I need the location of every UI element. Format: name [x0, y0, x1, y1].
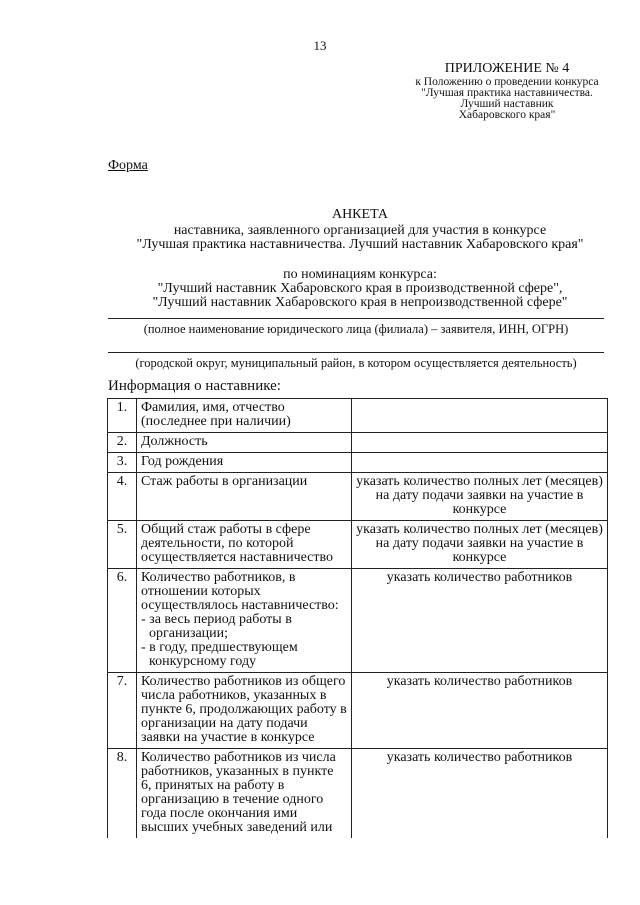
row-label: Общий стаж работы в сфере деятельности, по которой осуществляется наставничество	[137, 521, 352, 569]
nominations-line: по номинациям конкурса:	[283, 267, 437, 282]
row-value[interactable]: указать количество работников	[352, 569, 608, 673]
row-number: 8.	[108, 749, 137, 839]
row-value[interactable]	[352, 433, 608, 453]
sub-items	[141, 613, 347, 669]
appendix-block	[402, 60, 612, 121]
org-name-line[interactable]	[108, 318, 604, 319]
subtitle-line: "Лучшая практика наставничества. Лучший наставник Хабаровского края"	[136, 237, 584, 252]
nominations	[100, 268, 620, 310]
row-label: Должность	[137, 433, 352, 453]
table-row	[108, 453, 608, 473]
row-value[interactable]	[352, 453, 608, 473]
row-value[interactable]: указать количество работников	[352, 749, 608, 839]
org-name-caption: (полное наименование юридического лица (филиала) – заявителя, ИНН, ОГРН)	[143, 322, 569, 336]
appendix-line: "Лучшая практика наставничества.	[421, 87, 593, 99]
mentor-info-table	[107, 398, 608, 838]
nominations-line: "Лучший наставник Хабаровского края в непроизводственной сфере"	[152, 295, 568, 310]
table-row	[108, 569, 608, 673]
row-number: 1.	[108, 399, 137, 433]
row-value[interactable]: указать количество полных лет (месяцев) на дату подачи заявки на участие в конкурсе	[352, 473, 608, 521]
table-row	[108, 749, 608, 839]
row-label-group	[137, 569, 352, 673]
row-label: Количество работников из общего числа работников, указанных в пункте 6, продолжающих работу в организации на дату подачи заявки на участие в конкурсе	[137, 673, 352, 749]
appendix-line: Лучший наставник	[460, 98, 554, 110]
row-value[interactable]	[352, 399, 608, 433]
row-number: 6.	[108, 569, 137, 673]
table-row	[108, 473, 608, 521]
sub-item: - в году, предшествующем конкурсному году	[141, 640, 298, 669]
appendix-line: Хабаровского края"	[458, 109, 556, 121]
sub-item: - за весь период работы в организации;	[141, 612, 292, 641]
document-subtitle	[100, 224, 620, 252]
appendix-line: к Положению о проведении конкурса	[415, 76, 599, 88]
info-heading: Информация о наставнике:	[108, 378, 281, 394]
nominations-line: "Лучший наставник Хабаровского края в производственной сфере",	[157, 281, 563, 296]
table-row	[108, 521, 608, 569]
row-label: Стаж работы в организации	[137, 473, 352, 521]
row-label: Фамилия, имя, отчество (последнее при наличии)	[137, 399, 352, 433]
row-label: Количество работников, в отношении которых осуществлялось наставничество:	[141, 570, 339, 613]
table-row	[108, 433, 608, 453]
appendix-title: ПРИЛОЖЕНИЕ № 4	[444, 61, 570, 76]
row-label: Количество работников из числа работников, указанных в пункте 6, принятых на работу в организацию в течение одного года после окончания ими высших учебных заведений или	[137, 749, 352, 839]
form-label: Форма	[108, 158, 148, 173]
document-title: АНКЕТА	[331, 207, 389, 222]
table-row	[108, 673, 608, 749]
district-line[interactable]	[108, 352, 604, 353]
row-number: 7.	[108, 673, 137, 749]
row-number: 5.	[108, 521, 137, 569]
row-label: Год рождения	[137, 453, 352, 473]
row-value[interactable]: указать количество работников	[352, 673, 608, 749]
page-number: 13	[313, 38, 327, 53]
table-row	[108, 399, 608, 433]
row-number: 2.	[108, 433, 137, 453]
subtitle-line: наставника, заявленного организацией для участия в конкурсе	[173, 223, 547, 238]
district-caption: (городской округ, муниципальный район, в котором осуществляется деятельность)	[135, 356, 577, 370]
row-number: 4.	[108, 473, 137, 521]
row-value[interactable]: указать количество полных лет (месяцев) на дату подачи заявки на участие в конкурсе	[352, 521, 608, 569]
row-number: 3.	[108, 453, 137, 473]
